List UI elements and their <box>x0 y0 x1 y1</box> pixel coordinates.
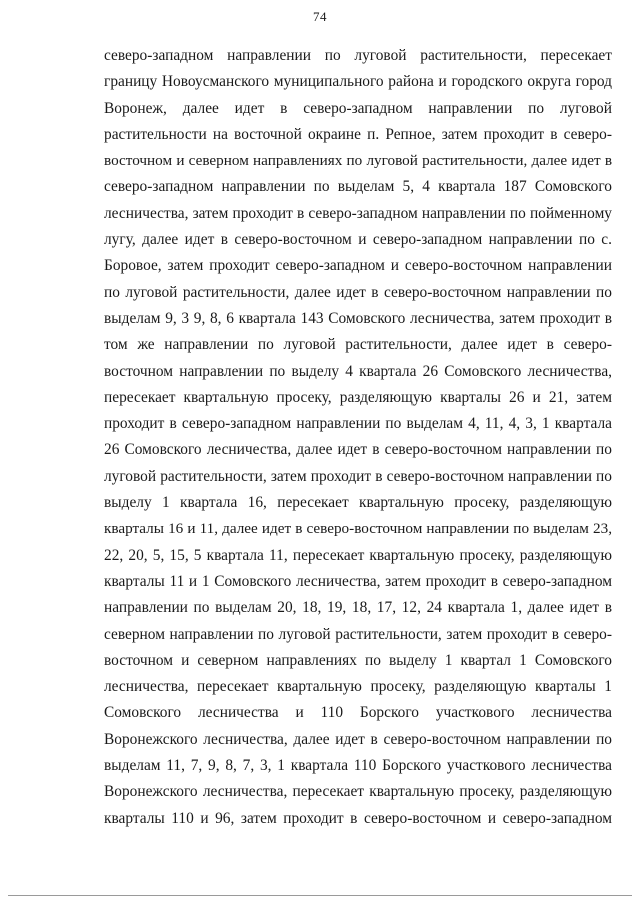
text-line: Воронежского лесничества, далее идет в северо-восточном направлении по <box>104 730 612 748</box>
text-line: выделам 9, 3 9, 8, 6 квартала 143 Сомовского лесничества, затем проходит в <box>104 309 612 327</box>
text-line: восточном и северном направлениях по выделу 1 квартал 1 Сомовского <box>104 651 612 669</box>
text-line: кварталы 16 и 11, далее идет в северо-восточном направлении по выделам 23, <box>104 520 612 538</box>
text-line: северо-западном направлении по луговой растительности, пересекает <box>104 47 612 64</box>
text-line: восточном направлении по выделу 4 квартала 26 Сомовского лесничества, <box>104 362 612 380</box>
text-line: северо-западном направлении по выделам 5, 4 квартала 187 Сомовского <box>104 178 612 196</box>
text-line: Воронежского лесничества, пересекает квартальную просеку, разделяющую <box>104 783 612 801</box>
text-line: выделу 1 квартала 16, пересекает квартальную просеку, разделяющую <box>104 494 612 512</box>
text-line: Воронеж, далее идет в северо-западном направлении по луговой <box>104 99 612 117</box>
text-line: том же направлении по луговой растительности, далее идет в северо- <box>104 336 612 354</box>
text-line: пересекает квартальную просеку, разделяющую кварталы 26 и 21, затем <box>104 388 612 406</box>
text-line: выделам 11, 7, 9, 8, 7, 3, 1 квартала 110 Борского участкового лесничества <box>104 757 612 775</box>
text-line: границу Новоусманского муниципального района и городского округа город <box>104 73 612 91</box>
text-line: 26 Сомовского лесничества, далее идет в северо-восточном направлении по <box>104 441 612 459</box>
text-line: лесничества, затем проходит в северо-западном направлении по пойменному <box>104 204 612 222</box>
text-line: восточном и северном направлениях по луговой растительности, далее идет в <box>104 152 612 170</box>
body-text <box>104 43 612 832</box>
text-line: Сомовского лесничества и 110 Борского участкового лесничества <box>104 704 612 722</box>
text-line: проходит в северо-западном направлении по выделам 4, 11, 4, 3, 1 квартала <box>104 415 612 433</box>
text-line: растительности на восточной окраине п. Репное, затем проходит в северо- <box>104 125 612 143</box>
text-line: кварталы 110 и 96, затем проходит в северо-восточном и северо-западном <box>104 809 612 827</box>
page-number: 74 <box>313 9 327 24</box>
text-line: северном направлении по луговой растительности, затем проходит в северо- <box>104 625 612 643</box>
text-line: по луговой растительности, далее идет в северо-восточном направлении по <box>104 283 612 301</box>
text-line: лугу, далее идет в северо-восточном и северо-западном направлении по с. <box>104 231 612 249</box>
text-line: Боровое, затем проходит северо-западном и северо-восточном направлении <box>104 257 612 275</box>
text-line: 22, 20, 5, 15, 5 квартала 11, пересекает квартальную просеку, разделяющую <box>104 546 612 564</box>
text-line: кварталы 11 и 1 Сомовского лесничества, затем проходит в северо-западном <box>104 572 612 590</box>
text-line: направлении по выделам 20, 18, 19, 18, 17, 12, 24 квартала 1, далее идет в <box>104 599 612 617</box>
bottom-rule <box>8 895 632 896</box>
text-line: лесничества, пересекает квартальную просеку, разделяющую кварталы 1 <box>104 678 612 696</box>
text-line: луговой растительности, затем проходит в северо-восточном направлении по <box>104 467 612 485</box>
